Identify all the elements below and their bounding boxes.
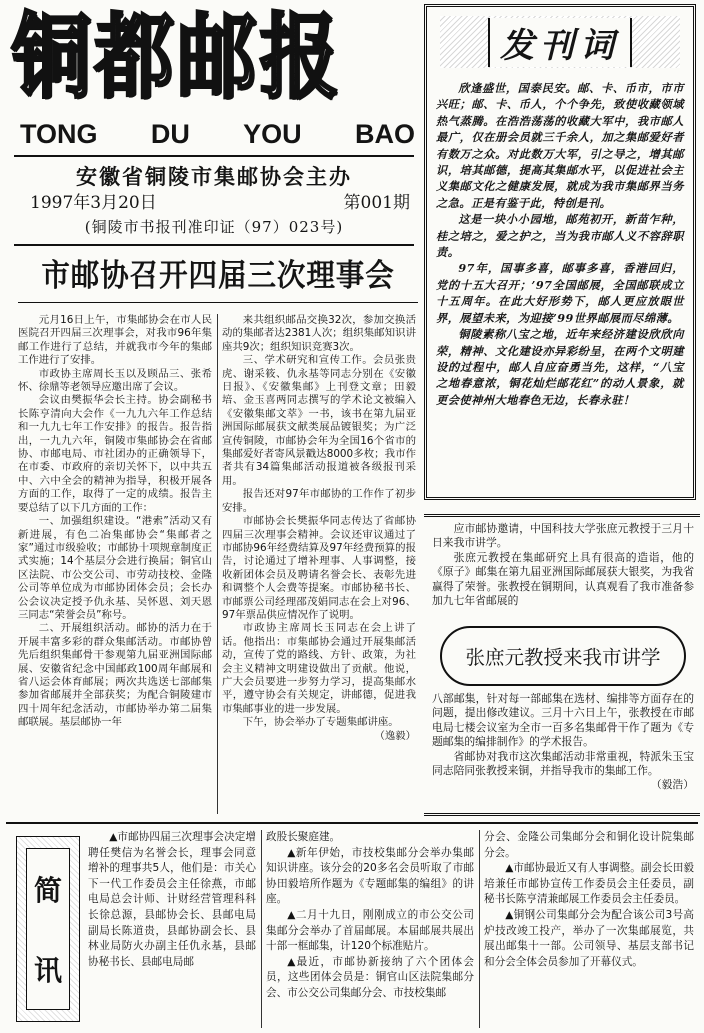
brief-label-char: 讯 xyxy=(33,954,62,987)
editorial-paragraph: 欣逢盛世，国泰民安。邮、卡、币市，市市兴旺；邮、卡、币人，个个争先，致使收藏领域热气蒸腾。在浩浩荡荡的收藏大军中，我市邮人最广，仅在册会员就三千余人，加之集邮爱好者有数万之众。对此数万大军，引之导之，增其邮识，培其邮德，提高其集邮水平，以促进社会主义集邮文化之健康发展，就成为我市集邮界当务之急。正是有鉴于此，特创是刊。 xyxy=(436,81,684,210)
lead-paragraph: 市邮协会长樊振华同志传达了省邮协四届三次理事会精神。会议还审议通过了市邮协96年经费结算及97年经费预算的报告，讨论通过了增补理事、人事调整，接收新团体会员及聘请名誉会长、表彰先进和调整个人会费等提案。市邮协秘书长、市邮票公司经理邵茂娟同志在会上对96、97年票品供应情况作了说明。 xyxy=(222,515,416,621)
brief-item: 政股长聚庭建。 xyxy=(266,831,341,843)
lecture-paragraph: 八部邮集，针对每一部邮集在选材、编排等方面存在的问题，提出修改建议。三月十六日上午，张教授在市邮电局七楼会议室为全市一百多名集邮骨干作了题为《专题邮集的编排制作》的学术报告。 xyxy=(432,692,694,749)
headline-rule xyxy=(18,302,418,303)
brief-item: ▲二月十九日，刚刚成立的市公交公司集邮分会举办了首届邮展。本届邮展共展出十部一框邮集，计120个标准贴片。 xyxy=(266,908,474,953)
brief-item: ▲最近，市邮协新接纳了六个团体会员，这些团体会员是：铜官山区法院集邮分会、市公交公司集邮分会、市技校集邮 xyxy=(266,955,474,999)
lead-paragraph: 市政协主席周长玉以及顾品三、张希怀、徐鼎等老领导应邀出席了会议。 xyxy=(18,367,212,394)
brief-item: ▲市邮协四届三次理事会决定增聘任樊信为名誉会长，理事会同意增补的理事共5人，他们是：市关心下一代工作委员会主任徐燕，市邮电局总会计师、计财经营管理科科长徐总源，县邮协会长、县邮电局副局长陈道贵，县邮协副会长、县林业局防火办副主任仇永基，县邮协秘书长、县邮电局邮 xyxy=(88,831,256,968)
editorial-paragraph: 这是一块小小园地，邮苑初开，新苗乍种，桂之培之，爱之护之，当为我市邮人义不容辞职责。 xyxy=(436,212,684,260)
masthead-title: 铜都邮报 xyxy=(12,4,343,111)
lead-paragraph: 二、开展组织活动。邮协的活力在于开展丰富多彩的群众集邮活动。市邮协曾先后组织集邮骨干参观第九届亚洲国际邮展、安徽省纪念中国邮政100周年邮展和省八运会体育邮展；两次共选送七部邮集参加省邮展并全部获奖；为配合铜陵建市四十周年纪念活动，市邮协举办第二届集邮联展。基层邮协一年 xyxy=(18,622,212,729)
permit-number: (铜陵市书报刊准印证（97）023号) xyxy=(84,218,344,236)
lecture-body xyxy=(432,692,694,793)
brief-item: ▲市邮协最近又有人事调整。副会长田毅培兼任市邮协宣传工作委员会主任委员，副秘书长陈亨清兼邮展工作委员会主任委员。 xyxy=(484,862,694,906)
lead-byline: （逸毅） xyxy=(374,729,416,742)
lead-paragraph: 元月16日上午，市集邮协会在市人民医院召开四届三次理事会，对我市96年集邮工作进行了总结，并就我市今年的集邮工作进行了安排。 xyxy=(18,314,212,367)
lecture-byline: （毅浩） xyxy=(650,778,694,792)
lead-headline: 市邮协召开四届三次理事会 xyxy=(41,258,395,294)
pinyin-4: BAO xyxy=(354,119,415,149)
brief-divider xyxy=(479,830,480,1028)
editorial-title-banner xyxy=(440,16,680,68)
column-divider xyxy=(217,314,218,814)
sponsor-line: 安徽省铜陵市集邮协会主办 xyxy=(76,165,352,189)
editorial-title: 发刊词 xyxy=(488,18,632,67)
pinyin-1: TONG xyxy=(20,119,98,149)
brief-item: 分会、金隆公司集邮分会和铜化设计院集邮分会。 xyxy=(484,831,694,859)
lead-paragraph: 三、学术研究和宣传工作。会员张贵虎、谢采筱、仇永基等同志分别在《安徽日报》、《安徽集邮》上刊登文章；田毅培、金玉喜两同志撰写的学术论文被编入《安徽集邮文萃》一书，该书在第九届亚洲国际邮展获文献类展品镀银奖；为广泛宣传铜陵，市邮协会年为全国16个省市的集邮爱好者寄风景戳达8000多枚；我市作者共有34篇集邮活动报道被各级报刊采用。 xyxy=(222,354,416,487)
brief-column-3 xyxy=(484,830,694,970)
masthead-pinyin xyxy=(20,118,415,150)
lecture-paragraph: 省邮协对我市这次集邮活动非常重视，特派朱玉宝同志陪同张教授来铜，并指导我市的集邮工作。 xyxy=(432,749,694,778)
lecture-headline: 张庶元教授来我市讲学 xyxy=(440,626,686,686)
pinyin-2: DU xyxy=(150,119,190,149)
brief-label xyxy=(26,848,70,1010)
lead-column-2 xyxy=(222,314,416,743)
lecture-paragraph: 应市邮协邀请，中国科技大学张庶元教授于三月十日来我市讲学。 xyxy=(432,522,694,550)
brief-label-char: 简 xyxy=(33,874,62,907)
lead-paragraph: 一、加强组织建设。“港索”活动又有新进展，有色二冶集邮协会“集邮者之家”通过市级验收；市邮协十项规章制度正式实施；14个基层分会进行换届；铜官山区法院、市公交公司、市劳动技校、金隆公司等单位成为市邮协团体会员；会长办公会议决定授予仇永基、吴怀恩、刘天恩三同志“荣誉会员”称号。 xyxy=(18,515,212,621)
editorial-paragraph: 97年，国事多喜，邮事多喜，香港回归，党的十五大召开；’97全国邮展，全国邮联成立十五周年。在此大好形势下，邮人更应放眼世界，展望未来，为迎接’99世界邮展而尽绵薄。 xyxy=(436,261,684,325)
masthead-bottom-rule xyxy=(14,244,414,246)
lead-paragraph: 会议由樊振华会长主持。协会副秘书长陈亨清向大会作《一九九六年工作总结和一九九七年工作安排》的报告。报告指出，一九九六年，铜陵市集邮协会在省邮协、市邮电局、市社团办的正确领导下，在市委、市政府的亲切关怀下，以中共五中、六中全会的精神为指导，积极开展各方面的工作，取得了一定的成绩。报告主要总结了以下几方面的工作： xyxy=(18,394,212,514)
lecture-intro xyxy=(432,522,694,608)
brief-column-1 xyxy=(88,830,256,970)
editorial-paragraph: 铜陵素称八宝之地，近年来经济建设欣欣向荣，精神、文化建设亦异彩纷呈，在两个文明建设的过程中，邮人自应奋勇当先，这样，“八宝之地春意浓，铜花灿烂邮花红”的动人景象，就更会使神州大地春色无边，长春永驻！ xyxy=(436,327,684,407)
lead-paragraph: 市政协主席周长玉同志在会上讲了话。他指出：市集邮协会通过开展集邮活动，宣传了党的路线、方针、政策，为社会主义精神文明建设做出了贡献。他说，广大会员要进一步努力学习，提高集邮水平，遵守协会有关规定，讲邮德，促进我市集邮事业的进一步发展。 xyxy=(222,622,416,715)
lead-paragraph: 报告还对97年市邮协的工作作了初步安排。 xyxy=(222,488,416,514)
pinyin-3: YOU xyxy=(243,119,302,149)
brief-divider xyxy=(261,830,262,1028)
lead-column-1 xyxy=(18,314,212,730)
masthead-rule xyxy=(14,155,414,157)
brief-item: ▲新年伊始，市技校集邮分会举办集邮知识讲座。该分会的20多名会员听取了市邮协田毅培所作题为《专题邮集的编组》的讲座。 xyxy=(266,846,474,906)
brief-item: ▲铜钢公司集邮分会为配合该公司3号高炉技改竣工投产，举办了一次集邮展览，共展出邮集十一部。公司领导、基层支部书记和分会全体会员参加了开幕仪式。 xyxy=(484,908,694,968)
editorial-text xyxy=(436,80,684,408)
brief-column-2 xyxy=(266,830,474,1002)
lead-paragraph: 来共组织邮品交换32次，参加交换活动的集邮者达2381人次；组织集邮知识讲座共9次；组织知识竞赛3次。 xyxy=(222,314,416,353)
lead-paragraph: 下午，协会举办了专题集邮讲座。 xyxy=(242,716,399,729)
dateline xyxy=(30,191,410,215)
issue-number: 第001期 xyxy=(343,193,410,213)
issue-date: 1997年3月20日 xyxy=(30,193,157,213)
lecture-paragraph: 张庶元教授在集邮研究上具有很高的造诣，他的《原子》邮集在第九届亚洲国际邮展获大银奖，为我省赢得了荣誉。张教授在铜期间，认真观看了我市准备参加九七年省邮展的 xyxy=(432,550,694,608)
